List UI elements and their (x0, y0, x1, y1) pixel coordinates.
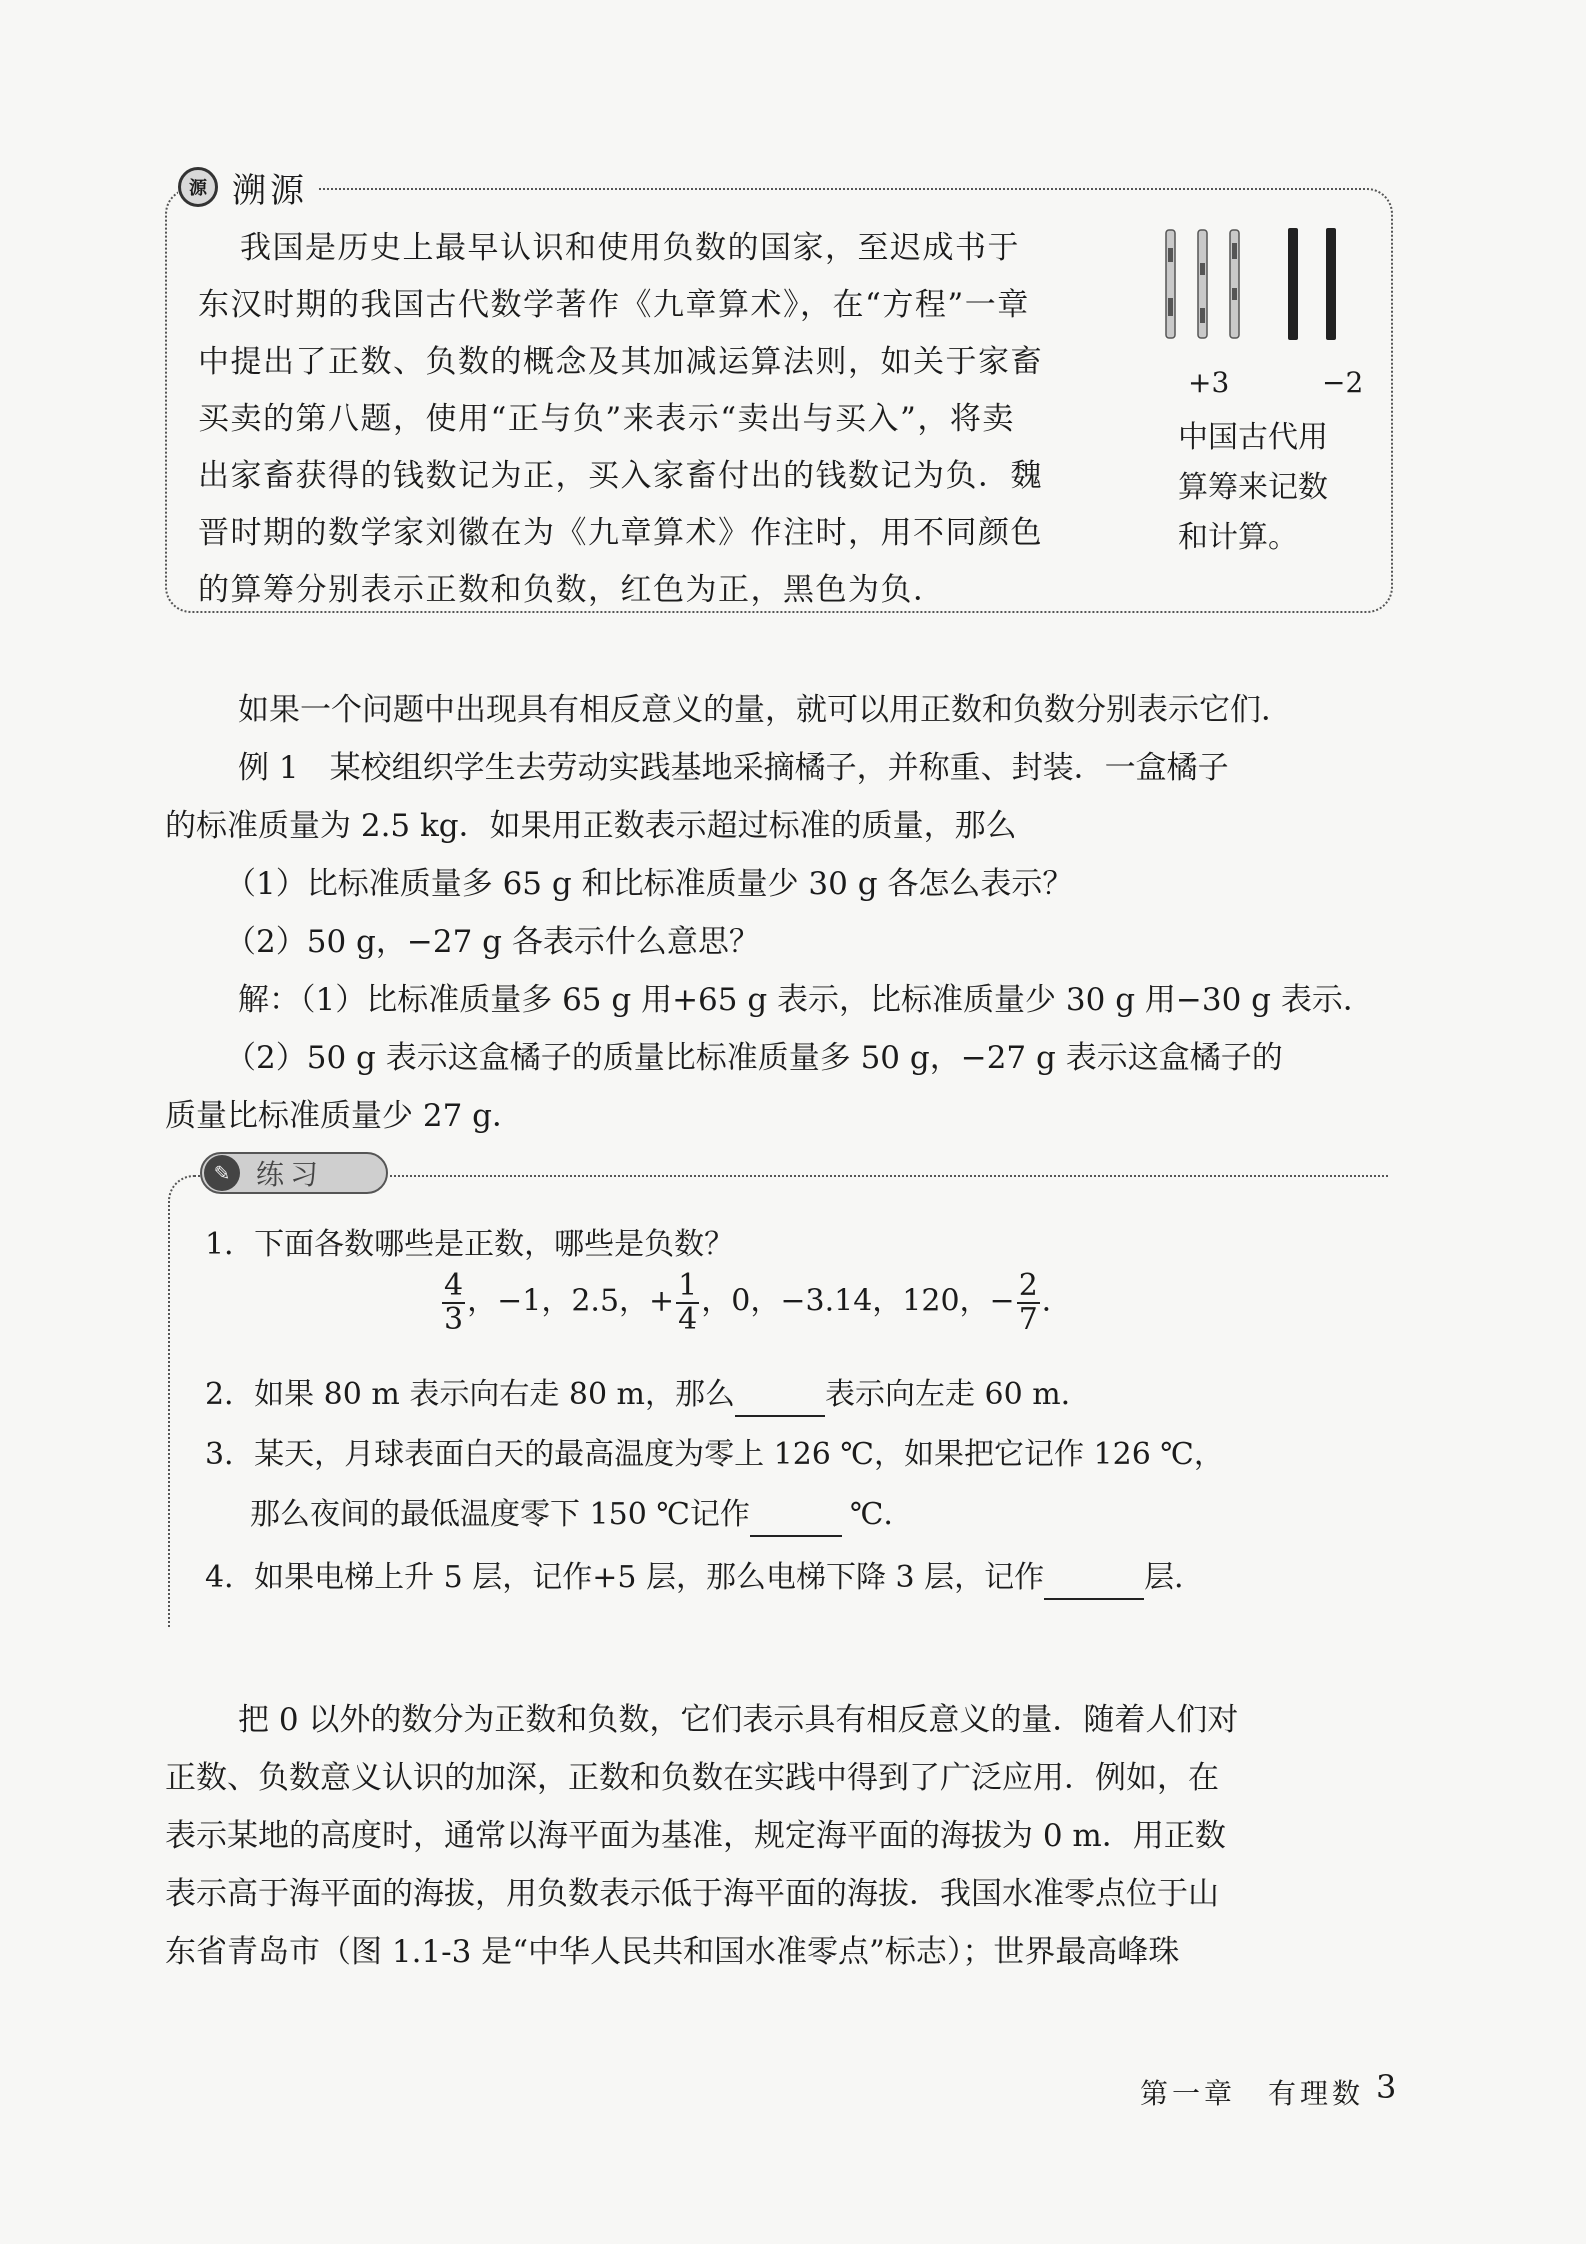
fraction-2-7: $\frac{2}{7}$ (1018, 1268, 1038, 1337)
exercise-q4: 4．如果电梯上升 5 层，记作+5 层，那么电梯下降 3 层，记作 层． (205, 1558, 1204, 1600)
exercise-q3-line-2: 那么夜间的最低温度零下 150 ℃记作 ℃． (250, 1495, 913, 1537)
body2-line-4: 表示高于海平面的海拔，用负数表示低于海平面的海拔．我国水准零点位于山 (165, 1876, 1219, 1912)
footer-chapter: 第一章 有理数 (1140, 2077, 1365, 2110)
exercise-q1: 1．下面各数哪些是正数，哪些是负数？ (205, 1227, 735, 1262)
source-line-2: 东汉时期的我国古代数学著作《九章算术》，在“方程”一章 (198, 287, 1030, 323)
source-line-3: 中提出了正数、负数的概念及其加减运算法则，如关于家畜 (198, 344, 1043, 380)
example-1-line-1: 例 1 某校组织学生去劳动实践基地采摘橘子，并称重、封装．一盒橘子 (238, 750, 1229, 786)
pencil-icon: ✎ (204, 1155, 240, 1191)
example-1-line-2: 的标准质量为 2.5 kg．如果用正数表示超过标准的质量，那么 (165, 808, 1017, 844)
exercise-q2: 2．如果 80 m 表示向右走 80 m，那么 表示向左走 60 m． (205, 1375, 1091, 1417)
q4-answer-blank[interactable] (1044, 1558, 1144, 1600)
example-1-question-1: （1）比标准质量多 65 g 和比标准质量少 30 g 各怎么表示？ (225, 866, 1074, 902)
rods-caption-line-3: 和计算。 (1178, 520, 1298, 555)
source-line-7: 的算筹分别表示正数和负数，红色为正，黑色为负． (198, 572, 946, 608)
rods-positive-label: +3 (1188, 366, 1230, 399)
source-title: 溯源 (232, 170, 308, 211)
rods-caption-line-1: 中国古代用 (1178, 420, 1328, 455)
rods-negative-label: −2 (1322, 366, 1364, 399)
exercise-q3-line-1: 3．某天，月球表面白天的最高温度为零上 126 ℃，如果把它记作 126 ℃， (205, 1437, 1224, 1472)
exercise-q1-numbers: $\frac{4}{3}$ ，−1，2.5，+ $\frac{1}{4}$ ，0，−3.14，120，− $\frac{2}{7}$ ． (444, 1268, 1072, 1337)
solution-line-2: （2）50 g 表示这盒橘子的质量比标准质量多 50 g，−27 g 表示这盒橘子的 (225, 1040, 1283, 1076)
source-line-5: 出家畜获得的钱数记为正，买入家畜付出的钱数记为负．魏 (198, 458, 1043, 494)
body2-line-1: 把 0 以外的数分为正数和负数，它们表示具有相反意义的量．随着人们对 (238, 1702, 1239, 1738)
q3-answer-blank[interactable] (750, 1495, 842, 1537)
fraction-4-3: $\frac{4}{3}$ (444, 1268, 464, 1337)
body1-line-1: 如果一个问题中出现具有相反意义的量，就可以用正数和负数分别表示它们． (238, 692, 1292, 728)
source-line-4: 买卖的第八题，使用“正与负”来表示“卖出与买入”，将卖 (198, 401, 1015, 437)
page-number: 3 (1376, 2068, 1397, 2106)
counting-rods-illustration (1158, 228, 1358, 348)
rods-caption-line-2: 算筹来记数 (1178, 470, 1328, 505)
body2-line-5: 东省青岛市（图 1.1-3 是“中华人民共和国水准零点”标志）；世界最高峰珠 (165, 1934, 1180, 1970)
exercise-header (200, 1150, 390, 1196)
exercise-title: 练习 (256, 1158, 325, 1191)
body2-line-2: 正数、负数意义认识的加深，正数和负数在实践中得到了广泛应用．例如，在 (165, 1760, 1219, 1796)
source-header (178, 165, 318, 209)
solution-line-3: 质量比标准质量少 27 g． (165, 1098, 523, 1134)
example-1-question-2: （2）50 g，−27 g 各表示什么意思？ (225, 924, 760, 960)
source-circle-icon: 源 (178, 167, 218, 207)
source-line-1: 我国是历史上最早认识和使用负数的国家，至迟成书于 (240, 230, 1020, 266)
fraction-1-4: $\frac{1}{4}$ (678, 1268, 698, 1337)
q2-answer-blank[interactable] (735, 1375, 825, 1417)
solution-line-1: 解：（1）比标准质量多 65 g 用+65 g 表示，比标准质量少 30 g 用−30 g 表示． (238, 982, 1374, 1018)
body2-line-3: 表示某地的高度时，通常以海平面为基准，规定海平面的海拔为 0 m．用正数 (165, 1818, 1226, 1854)
source-line-6: 晋时期的数学家刘徽在为《九章算术》作注时，用不同颜色 (198, 515, 1043, 551)
